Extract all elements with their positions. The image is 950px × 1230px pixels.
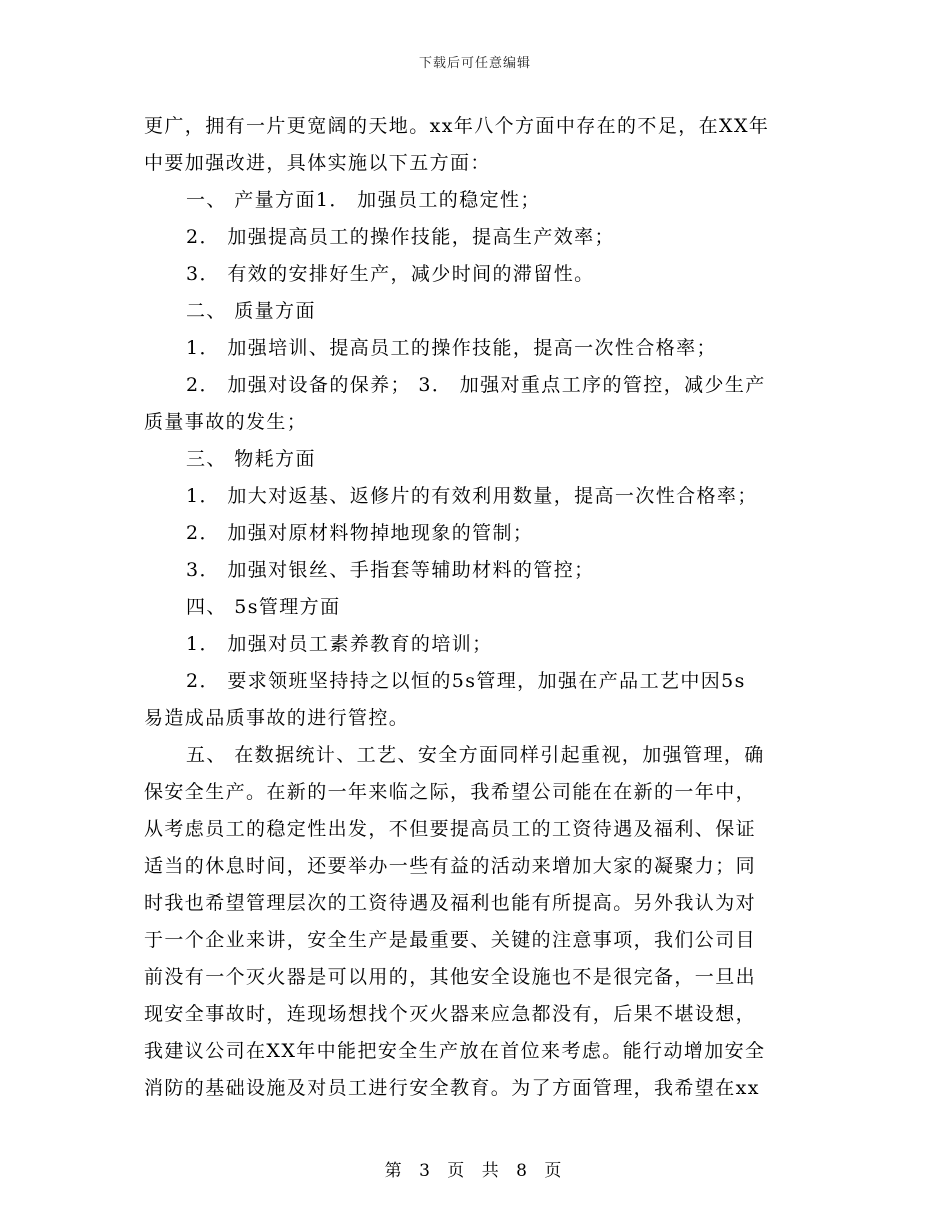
page-number-footer: 第 3 页 共 8 页 (384, 1161, 566, 1181)
body-line: 中要加强改进，具体实施以下五方面： (144, 152, 491, 174)
body-line: 从考虑员工的稳定性出发，不但要提高员工的工资待遇及福利、保证 (144, 818, 757, 840)
list-item: 2． 加强对原材料物掉地现象的管制； (186, 522, 534, 544)
list-item: 1． 加大对返基、返修片的有效利用数量，提高一次性合格率； (186, 485, 758, 507)
list-item: 2． 加强对设备的保养； 3． 加强对重点工序的管控，减少生产 (186, 374, 766, 396)
body-line: 我建议公司在XX年中能把安全生产放在首位来考虑。能行动增加安全 (144, 1040, 766, 1062)
list-item: 1． 加强培训、提高员工的操作技能，提高一次性合格率； (186, 337, 717, 359)
page-header: 下载后可任意编辑 (418, 56, 531, 71)
body-line: 保安全生产。在新的一年来临之际，我希望公司能在在新的一年中， (144, 781, 757, 803)
list-item: 3． 加强对银丝、手指套等辅助材料的管控； (186, 559, 595, 581)
body-line: 消防的基础设施及对员工进行安全教育。为了方面管理，我希望在xx (144, 1077, 760, 1099)
section-heading: 三、 物耗方面 (186, 448, 316, 470)
body-line: 适当的休息时间，还要举办一些有益的活动来增加大家的凝聚力；同 (144, 855, 757, 877)
list-item: 2． 要求领班坚持持之以恒的5s管理，加强在产品工艺中因5s (186, 670, 746, 692)
list-item: 1． 加强对员工素养教育的培训； (186, 633, 493, 655)
body-line: 时我也希望管理层次的工资待遇及福利也能有所提高。另外我认为对 (144, 892, 757, 914)
document-body (144, 108, 810, 1107)
list-item-continuation: 质量事故的发生； (144, 411, 308, 433)
list-item: 3． 有效的安排好生产，减少时间的滞留性。 (186, 263, 595, 285)
body-line: 现安全事故时，连现场想找个灭火器来应急都没有，后果不堪设想， (144, 1003, 757, 1025)
body-line: 前没有一个灭火器是可以用的，其他安全设施也不是很完备，一旦出 (144, 966, 757, 988)
list-item-continuation: 易造成品质事故的进行管控。 (144, 707, 410, 729)
body-line: 更广，拥有一片更宽阔的天地。xx年八个方面中存在的不足，在XX年 (144, 115, 770, 137)
list-item: 2． 加强提高员工的操作技能，提高生产效率； (186, 226, 615, 248)
section-heading: 一、 产量方面1． 加强员工的稳定性； (186, 189, 541, 211)
section-heading: 四、 5s管理方面 (186, 596, 341, 618)
body-line: 于一个企业来讲，安全生产是最重要、关键的注意事项，我们公司目 (144, 929, 757, 951)
section-heading: 五、 在数据统计、工艺、安全方面同样引起重视，加强管理，确 (186, 744, 765, 766)
section-heading: 二、 质量方面 (186, 300, 316, 322)
